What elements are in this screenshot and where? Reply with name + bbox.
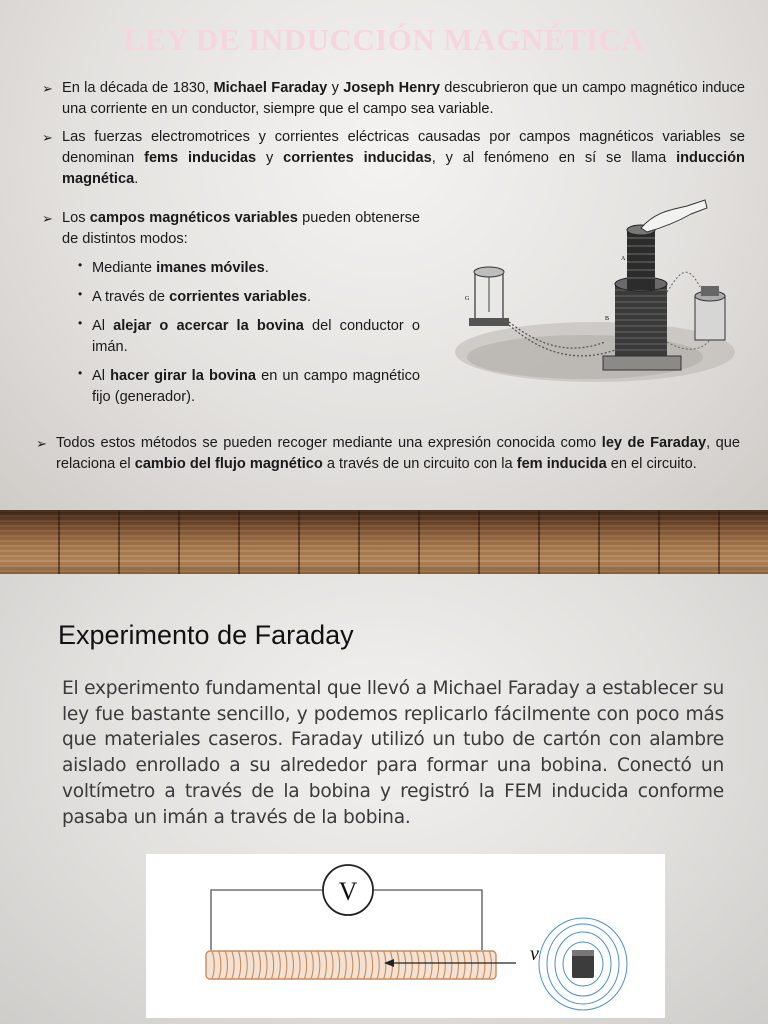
dot-bullet-icon: • (78, 258, 83, 272)
subitem-alejar-acercar: • Al alejar o acercar la bovina del conductor o imán. (92, 316, 420, 358)
bullet-faraday-henry: ➢ En la década de 1830, Michael Faraday y Joseph Henry descubrieron que un campo magnético induce una corriente en un conductor, siempre que el campo sea variable. (42, 80, 745, 117)
velocity-label: v (530, 943, 539, 965)
label-a: A (621, 256, 626, 262)
slide-title: LEY DE INDUCCIÓN MAGNÉTICA (123, 22, 645, 57)
experiment-paragraph: El experimento fundamental que llevó a Michael Faraday a establecer su ley fue bastante sencillo, y podemos replicarlo fácilmente con poco más que materiales caseros. Faraday utilizó un tubo de cartón con alambre aislado enrollado a su alrededor para formar una bobina. Conectó un voltímetro a través de la bobina y registró la FEM inducida conforme pasaba un imán a través de la bobina. (62, 678, 724, 828)
bullet-fems-inducidas: ➢ Las fuerzas electromotrices y corrientes eléctricas causadas por campos magnéticos variables se denominan fems inducidas y corrientes inducidas, y al fenómeno en sí se llama inducción magnética. (42, 129, 745, 187)
slide-experimento-faraday (0, 574, 768, 1024)
magnet-highlight (572, 950, 594, 956)
bullet-ley-de-faraday: ➢ Todos estos métodos se pueden recoger mediante una expresión conocida como ley de Faraday, que relaciona el cambio del flujo magnético a través de un circuito con la fem inducida en el circuito. (36, 435, 740, 472)
slide-ley-induccion (0, 0, 768, 510)
arrow-bullet-icon: ➢ (42, 130, 53, 145)
wood-grain-overlay (0, 510, 768, 574)
bullet-campos-variables: ➢ Los campos magnéticos variables pueden obtenerse de distintos modos: (42, 210, 420, 247)
faraday-apparatus-illustration (455, 192, 740, 392)
subitem-corrientes-variables: • A través de corrientes variables. (92, 287, 420, 308)
arrow-bullet-icon: ➢ (42, 81, 53, 96)
voltmeter-label: V (338, 877, 358, 906)
subitem-imanes-moviles: • Mediante imanes móviles. (92, 258, 420, 279)
label-g: G (465, 296, 470, 302)
dot-bullet-icon: • (78, 316, 83, 330)
label-b: B (605, 316, 610, 322)
coil-tube (206, 951, 496, 979)
subitem-hacer-girar: • Al hacer girar la bovina en un campo magnético fijo (generador). (92, 366, 420, 408)
circuit-wire-right (374, 890, 482, 950)
arrow-bullet-icon: ➢ (42, 211, 53, 226)
coil-magnet-diagram (146, 854, 665, 1018)
arrow-bullet-icon: ➢ (36, 436, 47, 451)
slide-title: Experimento de Faraday (58, 620, 354, 650)
circuit-wire-left (211, 890, 322, 950)
dot-bullet-icon: • (78, 366, 83, 380)
dot-bullet-icon: • (78, 287, 83, 301)
